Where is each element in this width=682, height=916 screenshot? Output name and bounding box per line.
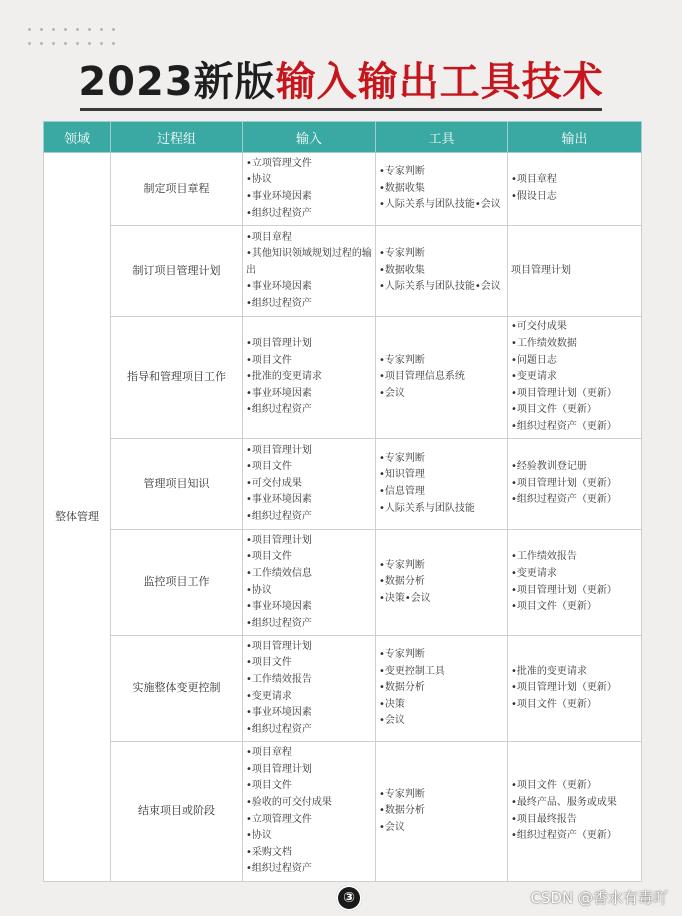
input-item: •项目章程 (246, 747, 292, 759)
dot (28, 28, 31, 31)
output-item: •工作绩效数据 (511, 338, 577, 350)
input-item: •项目文件 (246, 657, 292, 669)
input-item: •工作绩效报告 (246, 673, 312, 685)
input-item: •工作绩效信息 (246, 567, 312, 579)
input-item: •协议 (246, 174, 272, 186)
dot (52, 42, 55, 45)
page-number-badge: ③ (336, 885, 362, 911)
inputs-list (246, 533, 372, 633)
inputs-list (246, 745, 372, 878)
page-title (0, 52, 682, 112)
tool-item: •专家判断 (379, 788, 425, 800)
input-item: •组织过程资产 (246, 297, 312, 309)
input-item: •立项管理文件 (246, 157, 312, 169)
output-item: •批准的变更请求 (511, 665, 587, 677)
tool-item: •决策•会议 (379, 592, 431, 604)
output-item: •经验教训登记册 (511, 461, 587, 473)
tools-list (379, 451, 504, 517)
table-row (44, 439, 642, 530)
input-item: •采购文档 (246, 846, 292, 858)
process-group-cell: 制订项目管理计划 (111, 226, 243, 317)
tool-item: •变更控制工具 (379, 665, 445, 677)
dot (28, 42, 31, 45)
io-tools-table (43, 121, 642, 882)
tool-item: •人际关系与团队技能•会议 (379, 281, 501, 293)
title-red-part: 输入输出工具技术 (275, 59, 604, 105)
process-group-cell: 制定项目章程 (111, 153, 243, 226)
tool-item: •项目管理信息系统 (379, 371, 465, 383)
input-item: •组织过程资产 (246, 723, 312, 735)
tool-item: •专家判断 (379, 248, 425, 260)
output-item: •工作绩效报告 (511, 551, 577, 563)
tool-item: •人际关系与团队技能 (379, 502, 475, 514)
header-domain: 领域 (44, 122, 111, 153)
inputs-cell (243, 530, 376, 636)
input-item: •组织过程资产 (246, 207, 312, 219)
dot (40, 42, 43, 45)
domain-cell: 整体管理 (44, 153, 111, 882)
table-row (44, 742, 642, 882)
tool-item: •专家判断 (379, 166, 425, 178)
input-item: •组织过程资产 (246, 404, 312, 416)
output-item: •项目管理计划（更新） (511, 584, 617, 596)
process-group-cell: 指导和管理项目工作 (111, 317, 243, 439)
input-item: •项目管理计划 (246, 640, 312, 652)
input-item: •组织过程资产 (246, 617, 312, 629)
table-row (44, 317, 642, 439)
output-item: •项目管理计划（更新） (511, 387, 617, 399)
tool-item: •人际关系与团队技能•会议 (379, 199, 501, 211)
inputs-list (246, 639, 372, 739)
input-item: •协议 (246, 584, 272, 596)
tool-item: •会议 (379, 715, 405, 727)
tool-item: •数据分析 (379, 682, 425, 694)
dot (76, 42, 79, 45)
tools-list (379, 787, 504, 837)
output-item: •项目文件（更新） (511, 698, 597, 710)
input-item: •立项管理文件 (246, 813, 312, 825)
output-item: •项目文件（更新） (511, 601, 597, 613)
tool-item: •专家判断 (379, 649, 425, 661)
process-group-cell: 实施整体变更控制 (111, 636, 243, 742)
output-item: •组织过程资产（更新） (511, 494, 617, 506)
output-item: •最终产品、服务或成果 (511, 796, 617, 808)
outputs-cell (508, 636, 642, 742)
output-item: •问题日志 (511, 354, 557, 366)
output-item: •项目管理计划（更新） (511, 477, 617, 489)
outputs-list (511, 172, 638, 205)
tool-item: •决策 (379, 698, 405, 710)
input-item: •可交付成果 (246, 477, 302, 489)
tool-item: •信息管理 (379, 486, 425, 497)
inputs-cell (243, 742, 376, 882)
table-row (44, 153, 642, 226)
outputs-cell (508, 153, 642, 226)
input-item: •事业环境因素 (246, 494, 312, 506)
tools-cell (376, 439, 508, 530)
input-item: •事业环境因素 (246, 707, 312, 719)
decorative-dots (28, 28, 128, 50)
outputs-list (511, 664, 638, 714)
output-item: •组织过程资产（更新） (511, 830, 617, 842)
inputs-list (246, 443, 372, 526)
output-item: •可交付成果 (511, 321, 567, 333)
input-item: •其他知识领域规划过程的输出 (246, 248, 372, 276)
input-item: •事业环境因素 (246, 601, 312, 613)
watermark: CSDN @香水有毒吖 (530, 889, 668, 907)
dot (76, 28, 79, 31)
output-item: •项目最终报告 (511, 813, 577, 825)
outputs-list (511, 459, 638, 509)
tool-item: •数据分析 (379, 576, 425, 588)
dot (40, 28, 43, 31)
dot (112, 42, 115, 45)
tool-item: •数据收集 (379, 182, 425, 194)
input-item: •事业环境因素 (246, 191, 312, 202)
tool-item: •会议 (379, 387, 405, 399)
header-tools: 工具 (376, 122, 508, 153)
inputs-cell (243, 226, 376, 317)
outputs-list (511, 319, 638, 435)
input-item: •事业环境因素 (246, 387, 312, 399)
table-row (44, 636, 642, 742)
tools-cell (376, 530, 508, 636)
dot (88, 28, 91, 31)
output-item: •变更请求 (511, 371, 557, 383)
tool-item: •专家判断 (379, 559, 425, 571)
output-item: •组织过程资产（更新） (511, 420, 617, 432)
output-item: •项目文件（更新） (511, 404, 597, 416)
input-item: •事业环境因素 (246, 281, 312, 293)
table-header-row (44, 122, 642, 153)
input-item: •项目章程 (246, 231, 292, 243)
output-item: •变更请求 (511, 567, 557, 579)
outputs-list (511, 549, 638, 615)
dot (64, 42, 67, 45)
input-item: •项目管理计划 (246, 338, 312, 350)
tools-list (379, 164, 504, 214)
input-item: •项目文件 (246, 354, 292, 366)
tools-list (379, 558, 504, 608)
title-underline (80, 108, 602, 111)
output-item: •项目章程 (511, 174, 557, 186)
tool-item: •专家判断 (379, 452, 425, 464)
tools-list (379, 246, 504, 296)
header-inputs: 输入 (243, 122, 376, 153)
outputs-cell (508, 530, 642, 636)
outputs-list (511, 263, 638, 280)
inputs-cell (243, 439, 376, 530)
tool-item: •数据收集 (379, 264, 425, 276)
input-item: •项目管理计划 (246, 763, 312, 775)
process-group-cell: 管理项目知识 (111, 439, 243, 530)
inputs-list (246, 156, 372, 222)
input-item: •验收的可交付成果 (246, 796, 332, 808)
input-item: •组织过程资产 (246, 863, 312, 875)
tool-item: •数据分析 (379, 805, 425, 817)
process-group-cell: 结束项目或阶段 (111, 742, 243, 882)
outputs-list (511, 778, 638, 844)
outputs-cell (508, 317, 642, 439)
outputs-cell (508, 439, 642, 530)
outputs-cell (508, 226, 642, 317)
tools-list (379, 353, 504, 403)
tools-cell (376, 636, 508, 742)
dot (52, 28, 55, 31)
input-item: •项目管理计划 (246, 444, 312, 456)
dot (112, 28, 115, 31)
input-item: •项目管理计划 (246, 534, 312, 546)
input-item: •组织过程资产 (246, 510, 312, 522)
dot (100, 42, 103, 45)
input-item: •项目文件 (246, 780, 292, 792)
inputs-cell (243, 636, 376, 742)
dot (100, 28, 103, 31)
inputs-cell (243, 153, 376, 226)
input-item: •项目文件 (246, 461, 292, 473)
input-item: •项目文件 (246, 551, 292, 563)
inputs-list (246, 336, 372, 419)
tool-item: •专家判断 (379, 354, 425, 366)
outputs-cell (508, 742, 642, 882)
tools-cell (376, 153, 508, 226)
output-item: •假设日志 (511, 191, 557, 202)
dot (64, 28, 67, 31)
tool-item: •知识管理 (379, 469, 425, 481)
input-item: •批准的变更请求 (246, 371, 322, 383)
header-outputs: 输出 (508, 122, 642, 153)
tools-cell (376, 317, 508, 439)
inputs-list (246, 230, 372, 313)
tools-cell (376, 742, 508, 882)
output-item: •项目文件（更新） (511, 780, 597, 792)
table-row (44, 226, 642, 317)
title-black-part: 2023新版 (78, 59, 276, 105)
tools-list (379, 647, 504, 730)
header-process-group: 过程组 (111, 122, 243, 153)
process-group-cell: 监控项目工作 (111, 530, 243, 636)
input-item: •变更请求 (246, 690, 292, 702)
tool-item: •会议 (379, 821, 405, 833)
tools-cell (376, 226, 508, 317)
table-row (44, 530, 642, 636)
output-item: •项目管理计划（更新） (511, 682, 617, 694)
inputs-cell (243, 317, 376, 439)
output-item: 项目管理计划 (511, 264, 571, 276)
dot (88, 42, 91, 45)
input-item: •协议 (246, 830, 272, 842)
